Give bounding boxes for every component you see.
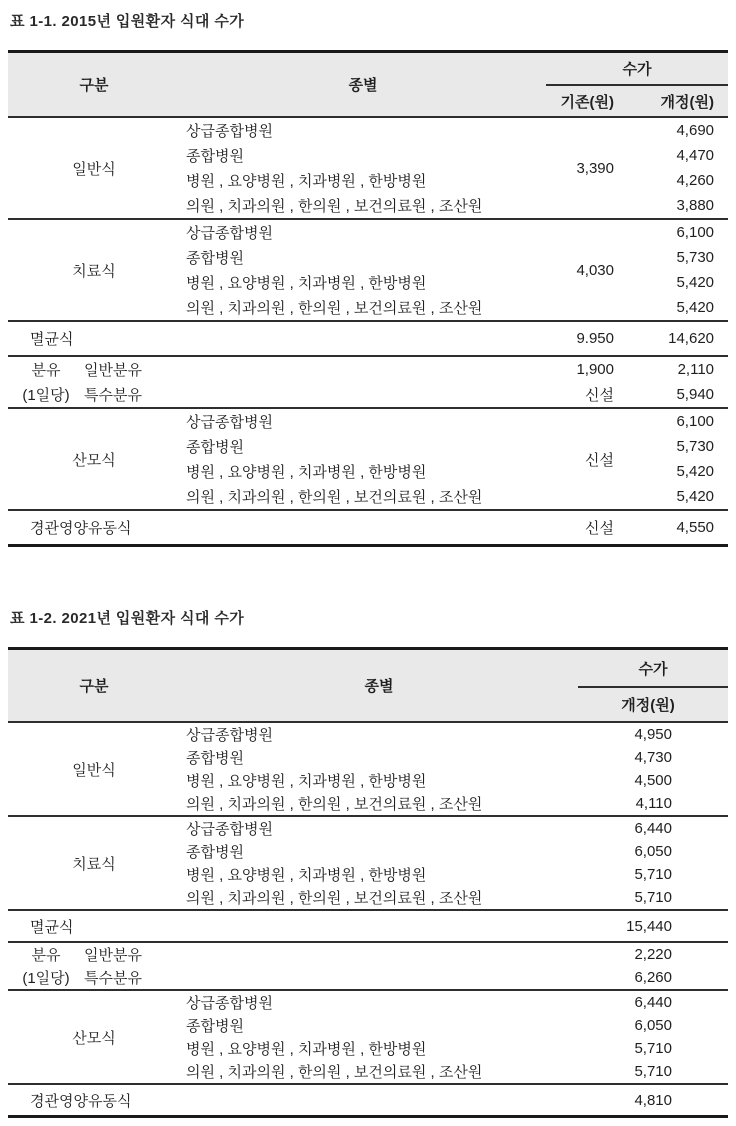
table-row — [8, 219, 728, 245]
table-header — [8, 52, 728, 118]
revised-value-cell: 3,880 — [676, 197, 715, 214]
type-cell: 의원 , 치과의원 , 한의원 , 보건의료원 , 조산원 — [186, 198, 483, 215]
type-cell: 상급종합병원 — [186, 821, 273, 838]
table-row — [8, 1084, 728, 1117]
type-header: 종별 — [348, 77, 378, 94]
section-tube-feeding — [8, 1084, 728, 1117]
category-label: 분유 — [31, 947, 61, 964]
type-cell: 의원 , 치과의원 , 한의원 , 보건의료원 , 조산원 — [186, 1064, 483, 1081]
revised-value-cell: 2,110 — [677, 361, 715, 378]
table-row — [8, 117, 728, 143]
revised-value-cell: 4,470 — [676, 147, 715, 164]
section-general-meal — [8, 117, 728, 219]
category-type-cell — [8, 966, 578, 990]
section-sterilized-meal — [8, 321, 728, 356]
type-label: 일반분유 — [84, 947, 142, 964]
section-treatment-meal — [8, 816, 728, 910]
existing-value-cell: 신설 — [585, 520, 614, 537]
type-cell: 의원 , 치과의원 , 한의원 , 보건의료원 , 조산원 — [186, 489, 483, 506]
price-group-header: 수가 — [546, 52, 728, 86]
revised-value-cell: 5,730 — [676, 249, 715, 266]
type-cell: 상급종합병원 — [186, 727, 273, 744]
meal-cost-table-2021 — [8, 647, 728, 1118]
section-maternity-meal — [8, 408, 728, 510]
revised-value-cell: 5,710 — [634, 866, 672, 883]
table-2015-block — [8, 10, 728, 547]
category-label: (1일당) — [22, 387, 70, 404]
type-cell: 병원 , 요양병원 , 치과병원 , 한방병원 — [186, 867, 427, 884]
section-treatment-meal — [8, 219, 728, 321]
revised-value-cell: 4,500 — [634, 772, 672, 789]
meal-cost-table-2015 — [8, 50, 728, 547]
section-formula-milk — [8, 356, 728, 408]
category-cell: 멸균식 — [30, 331, 74, 348]
table-2021-block — [8, 607, 728, 1118]
category-header: 구분 — [79, 678, 109, 695]
category-header: 구분 — [79, 77, 109, 94]
type-cell: 병원 , 요양병원 , 치과병원 , 한방병원 — [186, 773, 427, 790]
table-row — [8, 816, 728, 840]
category-type-flex — [8, 359, 546, 380]
table-row — [8, 990, 728, 1014]
revised-value-cell: 5,420 — [676, 463, 715, 480]
category-cell: 치료식 — [72, 855, 116, 873]
existing-value-cell: 9.950 — [576, 330, 614, 347]
category-type-cell — [8, 382, 546, 408]
category-cell: 산모식 — [72, 1029, 116, 1047]
revised-value-cell: 6,100 — [676, 413, 715, 430]
category-type-flex — [8, 944, 578, 965]
table-2015-title: 표 1-1. 2015년 입원환자 식대 수가 — [10, 13, 245, 30]
type-label: 특수분유 — [84, 387, 142, 404]
existing-value-cell: 신설 — [585, 451, 614, 469]
category-type-cell — [8, 942, 578, 966]
type-label: 특수분유 — [84, 970, 142, 987]
category-label: 분유 — [31, 362, 61, 379]
revised-value-cell: 5,710 — [634, 1063, 672, 1080]
revised-value-cell: 2,220 — [634, 946, 672, 963]
revised-value-cell: 6,440 — [634, 820, 672, 837]
type-cell: 병원 , 요양병원 , 치과병원 , 한방병원 — [186, 464, 427, 481]
revised-value-cell: 5,420 — [676, 299, 715, 316]
type-cell: 상급종합병원 — [186, 123, 273, 140]
category-type-cell — [8, 356, 546, 382]
table-row — [8, 510, 728, 546]
type-cell: 의원 , 치과의원 , 한의원 , 보건의료원 , 조산원 — [186, 890, 483, 907]
header-row — [8, 52, 728, 86]
type-header: 종별 — [364, 678, 394, 695]
revised-value-cell: 4,690 — [676, 122, 715, 139]
table-row — [8, 966, 728, 990]
category-cell: 경관영양유동식 — [30, 1092, 132, 1110]
revised-value-cell: 6,440 — [634, 994, 672, 1011]
revised-value-cell: 4,260 — [676, 172, 715, 189]
existing-value-cell: 1,900 — [576, 361, 614, 378]
revised-value-cell: 5,710 — [634, 889, 672, 906]
revised-value-cell: 4,110 — [635, 795, 672, 812]
revised-value-cell: 5,420 — [676, 274, 715, 291]
revised-value-cell: 4,550 — [676, 519, 715, 536]
revised-value-cell: 5,710 — [634, 1040, 672, 1057]
category-cell: 일반식 — [72, 160, 116, 178]
table-row — [8, 321, 728, 356]
revised-value-cell: 15,440 — [626, 917, 672, 935]
type-cell: 상급종합병원 — [186, 995, 273, 1012]
category-type-flex — [8, 384, 546, 405]
header-row — [8, 649, 728, 688]
table-row — [8, 942, 728, 966]
revised-value-cell: 6,100 — [676, 224, 715, 241]
category-cell: 일반식 — [72, 761, 116, 779]
price-group-header: 수가 — [578, 649, 728, 688]
revised-value-cell: 6,050 — [634, 843, 672, 860]
table-row — [8, 408, 728, 434]
existing-price-header: 기존(원) — [560, 93, 614, 111]
category-type-flex — [8, 967, 578, 988]
category-cell: 치료식 — [72, 262, 116, 280]
type-cell: 종합병원 — [186, 750, 244, 767]
category-label: (1일당) — [22, 970, 70, 987]
table-header — [8, 649, 728, 723]
category-cell: 멸균식 — [30, 918, 74, 936]
revised-value-cell: 4,950 — [634, 726, 672, 743]
table-row — [8, 382, 728, 408]
revised-value-cell: 5,420 — [676, 488, 715, 505]
category-cell: 경관영양유동식 — [30, 520, 132, 537]
revised-value-cell: 6,260 — [634, 969, 672, 986]
type-cell: 종합병원 — [186, 844, 244, 861]
revised-value-cell: 6,050 — [634, 1017, 672, 1034]
section-sterilized-meal — [8, 910, 728, 942]
table-row — [8, 910, 728, 942]
category-cell: 산모식 — [72, 451, 116, 469]
table-row — [8, 722, 728, 746]
type-cell: 상급종합병원 — [186, 225, 273, 242]
revised-price-header: 개정(원) — [621, 697, 675, 714]
existing-value-cell: 신설 — [585, 387, 614, 404]
type-cell: 병원 , 요양병원 , 치과병원 , 한방병원 — [186, 173, 427, 190]
section-general-meal — [8, 722, 728, 816]
revised-value-cell: 4,810 — [634, 1091, 672, 1109]
type-cell: 상급종합병원 — [186, 414, 273, 431]
type-cell: 의원 , 치과의원 , 한의원 , 보건의료원 , 조산원 — [186, 300, 483, 317]
existing-value-cell: 4,030 — [576, 261, 614, 279]
revised-value-cell: 4,730 — [634, 749, 672, 766]
type-cell: 종합병원 — [186, 250, 244, 267]
type-cell: 병원 , 요양병원 , 치과병원 , 한방병원 — [186, 275, 427, 292]
type-cell: 종합병원 — [186, 439, 244, 456]
revised-value-cell: 14,620 — [668, 330, 715, 347]
table-2021-title: 표 1-2. 2021년 입원환자 식대 수가 — [10, 610, 245, 627]
section-tube-feeding — [8, 510, 728, 546]
type-cell: 병원 , 요양병원 , 치과병원 , 한방병원 — [186, 1041, 427, 1058]
revised-price-header: 개정(원) — [660, 93, 715, 111]
existing-value-cell: 3,390 — [576, 159, 614, 177]
section-maternity-meal — [8, 990, 728, 1084]
revised-value-cell: 5,940 — [676, 386, 715, 403]
table-row — [8, 356, 728, 382]
type-cell: 의원 , 치과의원 , 한의원 , 보건의료원 , 조산원 — [186, 796, 483, 813]
type-label: 일반분유 — [84, 362, 142, 379]
revised-value-cell: 5,730 — [676, 438, 715, 455]
type-cell: 종합병원 — [186, 1018, 244, 1035]
section-formula-milk — [8, 942, 728, 990]
type-cell: 종합병원 — [186, 148, 244, 165]
